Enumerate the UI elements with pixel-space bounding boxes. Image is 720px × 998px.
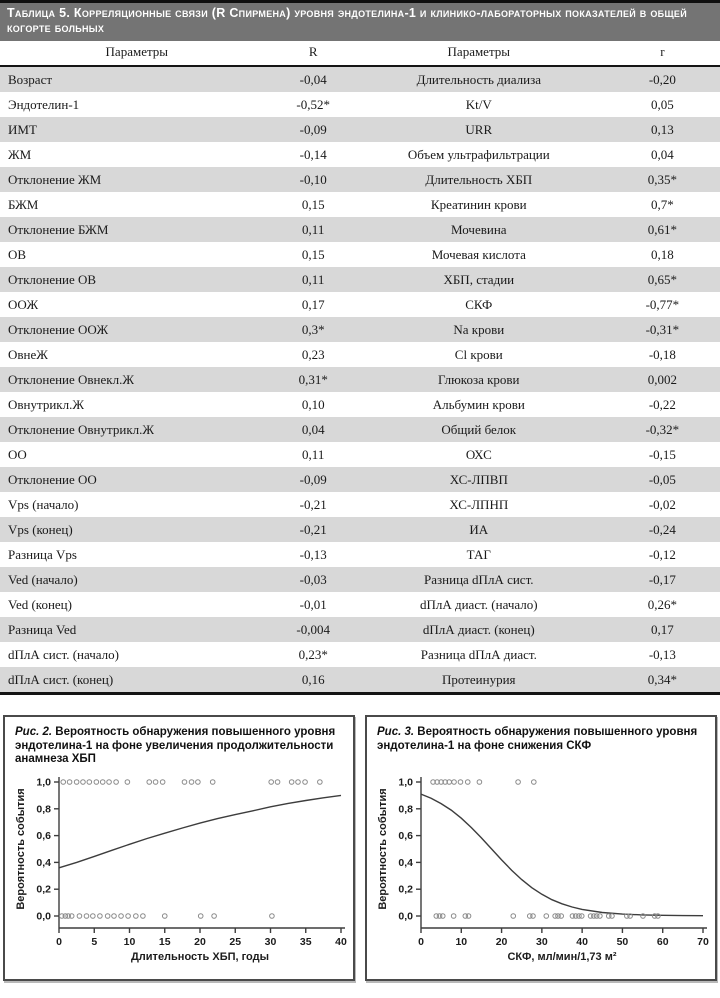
scatter-point [296,780,301,785]
scatter-point [182,780,187,785]
scatter-point [98,914,103,919]
correlation-value: 0,23* [298,646,328,662]
figure3-caption-text: Вероятность обнаружения повышенного уровня эндотелина-1 на фоне снижения СКФ [377,726,698,752]
parameter-name: Разница Vps [8,546,77,562]
scatter-point [452,780,457,785]
correlation-value: -0,09 [299,121,327,137]
scatter-point [100,780,105,785]
correlation-value: -0,15 [648,446,676,462]
scatter-point [440,914,445,919]
correlation-value: -0,31* [645,321,680,337]
scatter-point [141,914,146,919]
table-row [0,542,720,567]
table-row [0,292,720,317]
correlation-value: 0,11 [302,271,325,287]
figure2-caption-text: Вероятность обнаружения повышенного уровня эндотелина-1 на фоне увеличения продолжительности анамнеза ХБП [15,726,336,765]
x-axis-label: СКФ, мл/мин/1,73 м² [507,951,617,963]
parameter-name: Объем ультрафильтрации [407,146,550,162]
scatter-point [198,914,203,919]
correlation-value: -0,09 [299,471,327,487]
scatter-point [318,780,323,785]
y-tick-label: 1,0 [398,776,413,789]
correlation-value: -0,32* [645,421,680,437]
scatter-point [212,914,217,919]
x-axis-label: Длительность ХБП, годы [130,951,270,963]
table-row [0,667,720,694]
table-row [0,492,720,517]
scatter-point [269,780,274,785]
correlation-value: 0,10 [301,396,325,412]
scatter-point [84,914,89,919]
parameter-name: Мочевина [451,221,507,237]
parameter-name: Альбумин крови [432,396,525,412]
table-row [0,267,720,292]
parameter-name: Протеинурия [442,671,516,687]
col-header-params-left: Параметры [0,41,274,66]
parameter-name: Разница Ved [8,621,77,637]
parameter-name: Na крови [453,321,505,337]
parameter-name: ОО [8,446,27,462]
parameter-name: dПлА диаст. (начало) [419,596,538,612]
figure3-probability-chart [377,770,709,976]
parameter-name: Овнутрикл.Ж [8,396,84,412]
correlation-value: -0,20 [648,71,676,87]
parameter-name: СКФ [465,296,493,312]
table-row [0,417,720,442]
correlation-value: 0,17 [301,296,325,312]
table-row [0,517,720,542]
correlation-value: -0,01 [299,596,327,612]
scatter-point [153,780,158,785]
scatter-point [656,914,661,919]
figure2-number-label: Рис. 2. [15,726,53,738]
x-tick-label: 35 [299,936,312,948]
table-header-row [0,41,720,66]
scatter-point [87,780,92,785]
y-tick-label: 0,8 [36,803,51,816]
parameter-name: Разница dПлА сист. [424,571,534,587]
correlation-value: -0,02 [648,496,676,512]
table-row [0,467,720,492]
scatter-point [303,780,308,785]
parameter-name: Ved (конец) [8,596,72,612]
x-tick-label: 40 [335,936,347,948]
table-row [0,592,720,617]
correlation-value: 0,31* [298,371,328,387]
parameter-name: ТАГ [466,546,491,562]
scatter-point [477,780,482,785]
scatter-point [125,780,130,785]
scatter-point [74,780,79,785]
parameter-name: ООЖ [8,296,39,312]
figure2-caption [15,726,347,770]
correlation-value: 0,05 [651,96,674,112]
table-row [0,167,720,192]
correlation-value: 0,65* [647,271,678,287]
correlation-value: 0,16 [301,671,325,687]
parameter-name: Отклонение Овнутрикл.Ж [8,421,155,437]
parameter-name: dПлА сист. (конец) [8,671,114,687]
y-tick-label: 0,4 [36,856,51,869]
table-row [0,392,720,417]
correlation-table [0,41,720,695]
correlation-value: 0,3* [301,321,325,337]
scatter-point [210,780,215,785]
scatter-point [94,780,99,785]
parameter-name: ИМТ [8,121,37,137]
scatter-point [559,914,564,919]
x-tick-label: 50 [616,936,629,948]
table-row [0,217,720,242]
correlation-value: 0,13 [651,121,674,137]
parameter-name: ХС-ЛПНП [449,496,509,512]
table-row [0,642,720,667]
parameter-name: dПлА диаст. (конец) [422,621,535,637]
scatter-point [112,914,117,919]
correlation-value: -0,10 [299,171,327,187]
scatter-point [107,780,112,785]
x-tick-label: 5 [91,936,98,948]
parameter-name: ЖМ [8,146,32,162]
parameter-name: Kt/V [465,96,492,112]
fitted-curve [421,794,703,916]
correlation-value: -0,12 [648,546,676,562]
table-row [0,142,720,167]
figures-row [0,715,720,981]
correlation-value: -0,21 [299,521,327,537]
parameter-name: ОвнеЖ [8,346,48,362]
y-tick-label: 0,4 [398,856,413,869]
parameter-name: Длительность диализа [416,71,541,87]
x-tick-label: 30 [264,936,277,948]
y-tick-label: 1,0 [36,776,51,789]
scatter-point [532,780,537,785]
scatter-point [544,914,549,919]
table-row [0,317,720,342]
x-tick-label: 0 [56,936,62,948]
scatter-point [105,914,110,919]
parameter-name: Глюкоза крови [438,371,520,387]
table-body [0,66,720,694]
correlation-value: 0,7* [651,196,674,212]
parameter-name: Мочевая кислота [431,246,526,262]
figure-3 [365,715,717,981]
x-tick-label: 70 [697,936,709,948]
parameter-name: Отклонение ОВ [8,271,97,287]
parameter-name: ХС-ЛПВП [449,471,508,487]
scatter-point [61,780,66,785]
y-axis-label: Вероятность события [15,788,27,910]
x-tick-label: 0 [418,936,424,948]
scatter-point [134,914,139,919]
parameter-name: Возраст [8,71,53,87]
figure3-number-label: Рис. 3. [377,726,415,738]
parameter-name: Эндотелин-1 [8,96,80,112]
correlation-value: 0,26* [647,596,678,612]
correlation-value: -0,05 [648,471,676,487]
x-tick-label: 30 [536,936,548,948]
table-title: Таблица 5. Корреляционные связи (R Спирмена) уровня эндотелина-1 и клинико-лабораторных показателей в общей когорте больных [7,6,687,35]
correlation-value: -0,52* [296,96,330,112]
parameter-name: Отклонение ОО [8,471,97,487]
scatter-point [531,914,536,919]
parameter-name: Отклонение ЖМ [8,171,102,187]
figure2-probability-chart [15,770,347,976]
correlation-value: 0,23 [301,346,325,362]
x-tick-label: 10 [455,936,468,948]
x-tick-label: 15 [158,936,171,948]
col-header-r: r [605,41,720,66]
parameter-name: Длительность ХБП [425,171,533,187]
parameter-name: ХБП, стадии [443,271,515,287]
scatter-point [610,914,615,919]
correlation-value: -0,13 [299,546,327,562]
scatter-point [196,780,201,785]
scatter-point [451,914,456,919]
correlation-value: 0,35* [647,171,678,187]
table-row [0,92,720,117]
correlation-value: 0,61* [647,221,678,237]
y-axis-label: Вероятность события [377,788,389,910]
correlation-value: 0,34* [647,671,678,687]
table-row [0,342,720,367]
correlation-value: -0,14 [299,146,327,162]
parameter-name: URR [465,121,493,137]
y-tick-label: 0,2 [398,883,413,896]
correlation-value: -0,22 [648,396,676,412]
table-row [0,66,720,92]
parameter-name: ОВ [8,246,27,262]
parameter-name: Разница dПлА диаст. [420,646,537,662]
scatter-point [91,914,96,919]
fitted-curve [59,795,341,867]
y-tick-label: 0,6 [36,830,51,843]
correlation-value: -0,13 [648,646,676,662]
correlation-value: 0,04 [651,146,674,162]
scatter-point [511,914,516,919]
col-header-R: R [274,41,353,66]
scatter-point [579,914,584,919]
scatter-point [119,914,124,919]
x-tick-label: 20 [495,936,508,948]
y-tick-label: 0,6 [398,830,413,843]
scatter-point [466,914,471,919]
scatter-point [270,914,275,919]
correlation-value: 0,11 [302,221,325,237]
table-row [0,242,720,267]
scatter-point [465,780,470,785]
scatter-point [189,780,194,785]
correlation-value: -0,18 [648,346,676,362]
table-row [0,442,720,467]
scatter-point [160,780,165,785]
correlation-value: 0,18 [651,246,674,262]
correlation-value: -0,03 [299,571,327,587]
correlation-value: -0,24 [648,521,676,537]
scatter-point [147,780,152,785]
parameter-name: Vps (конец) [8,521,73,537]
parameter-name: БЖМ [8,196,39,212]
correlation-value: 0,17 [651,621,674,637]
scatter-point [67,780,72,785]
table-row [0,617,720,642]
y-tick-label: 0,2 [36,883,51,896]
parameter-name: ОХС [465,446,492,462]
parameter-name: Vps (начало) [8,496,79,512]
parameter-name: Креатинин крови [430,196,527,212]
parameter-name: Отклонение ООЖ [8,321,109,337]
correlation-value: 0,002 [647,371,678,387]
table-row [0,567,720,592]
x-tick-label: 40 [576,936,588,948]
scatter-point [126,914,131,919]
correlation-value: 0,15 [301,196,325,212]
parameter-name: Cl крови [454,346,503,362]
parameter-name: dПлА сист. (начало) [8,646,119,662]
x-tick-label: 20 [194,936,206,948]
figure-2 [3,715,355,981]
x-tick-label: 10 [123,936,136,948]
figure3-caption [377,726,709,770]
scatter-point [81,780,86,785]
parameter-name: Отклонение БЖМ [8,221,109,237]
correlation-value: -0,17 [648,571,676,587]
correlation-value: 0,15 [301,246,325,262]
scatter-point [114,780,119,785]
scatter-point [289,780,294,785]
scatter-point [598,914,603,919]
x-tick-label: 25 [229,936,242,948]
correlation-value: 0,11 [302,446,325,462]
parameter-name: Отклонение Овнекл.Ж [8,371,134,387]
scatter-point [516,780,521,785]
scatter-point [162,914,167,919]
parameter-name: ИА [469,521,489,537]
x-tick-label: 60 [656,936,669,948]
scatter-point [275,780,280,785]
y-tick-label: 0,0 [36,910,51,923]
correlation-value: -0,04 [299,71,327,87]
y-tick-label: 0,0 [398,910,413,923]
table-title-bar [0,0,720,41]
y-tick-label: 0,8 [398,803,413,816]
scatter-point [458,780,463,785]
table-row [0,117,720,142]
table-row [0,367,720,392]
parameter-name: Общий белок [441,421,517,437]
col-header-params-right: Параметры [353,41,605,66]
correlation-value: -0,004 [296,621,330,637]
correlation-value: -0,21 [299,496,327,512]
correlation-value: 0,04 [301,421,325,437]
scatter-point [77,914,82,919]
table-row [0,192,720,217]
correlation-value: -0,77* [645,296,680,312]
parameter-name: Ved (начало) [8,571,78,587]
